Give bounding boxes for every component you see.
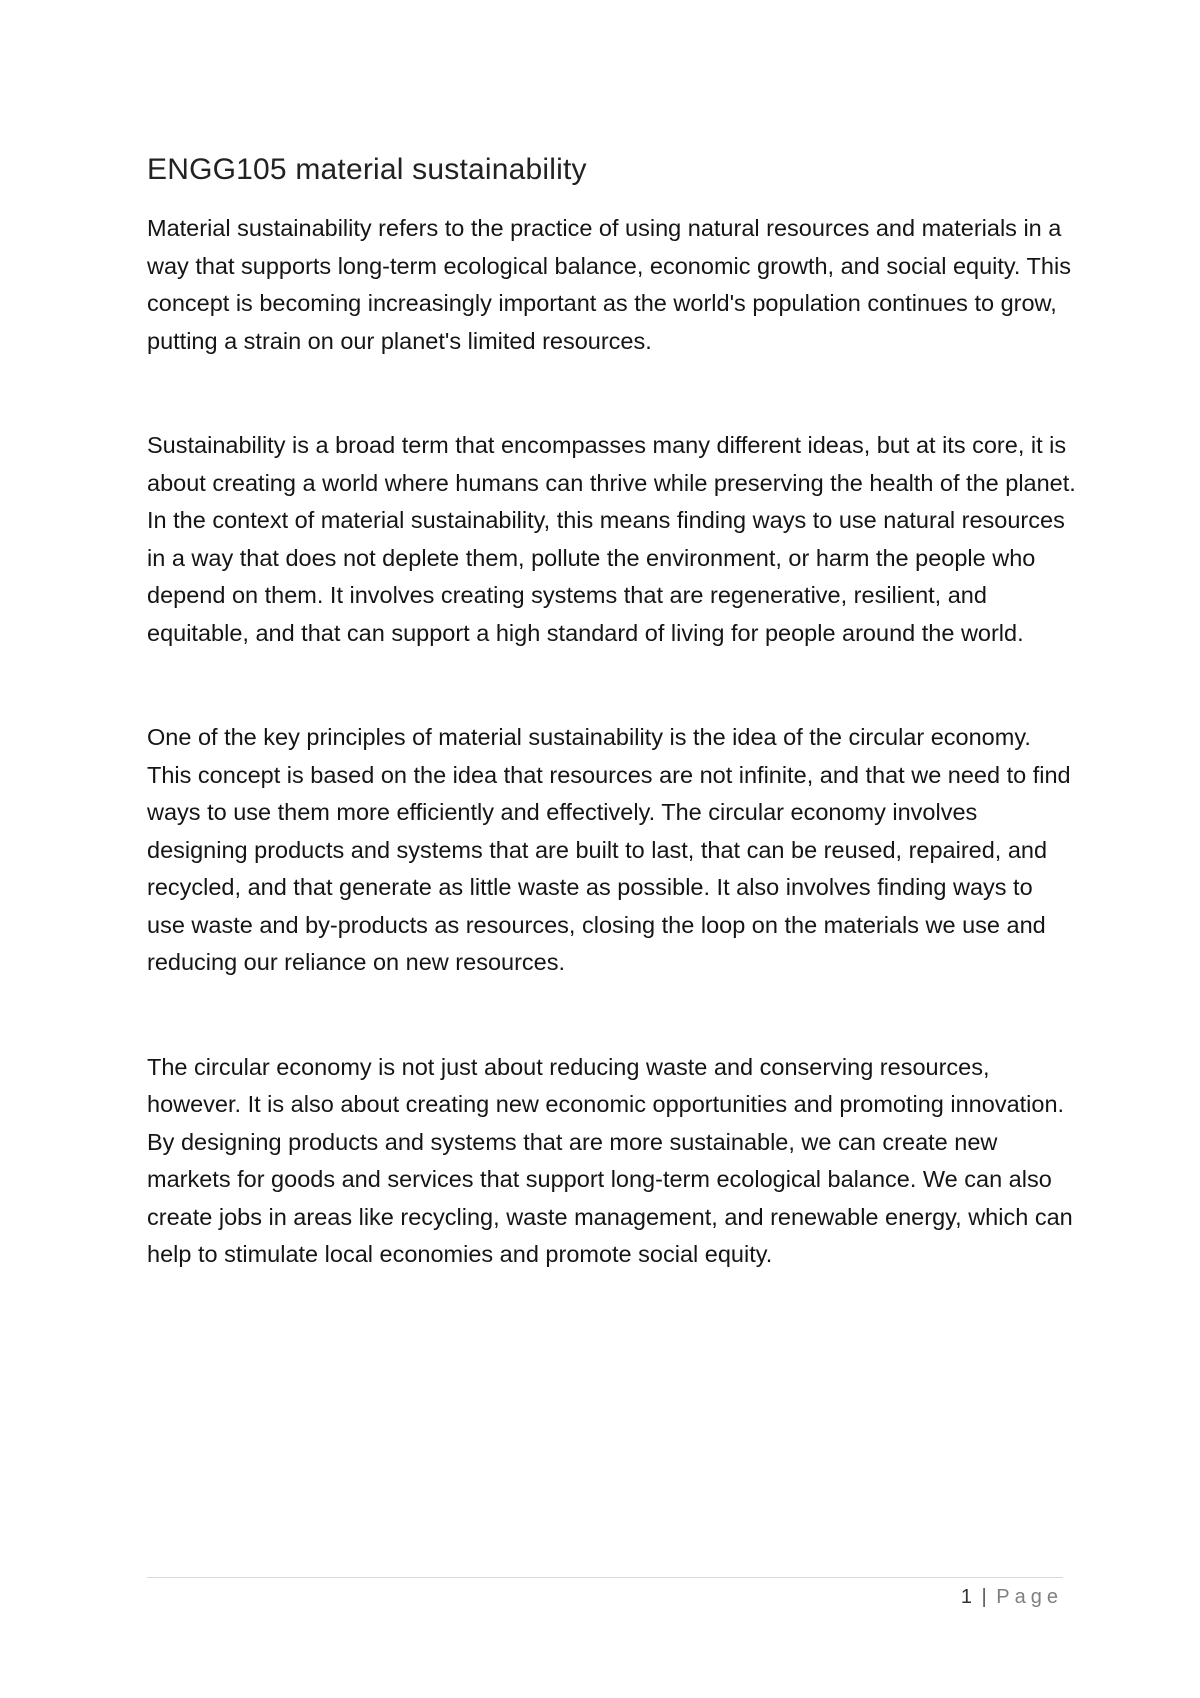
- paragraph-3: One of the key principles of material sustainability is the idea of the circular economy. This concept is based on the idea that resources are not infinite, and that we need to find ways to use them more efficiently and effectively. The circular economy involves designing products and systems that are built to last, that can be reused, repaired, and recycled, and that generate as little waste as possible. It also involves finding ways to use waste and by-products as resources, closing the loop on the materials we use and reducing our reliance on new resources.: [147, 724, 1071, 975]
- footer-separator: |: [981, 1586, 987, 1608]
- footer-divider: [147, 1577, 1063, 1578]
- paragraph-4: The circular economy is not just about reducing waste and conserving resources, however. It is also about creating new economic opportunities and promoting innovation. By designing products and systems that are more sustainable, we can create new markets for goods and services that support long-term ecological balance. We can also create jobs in areas like recycling, waste management, and renewable energy, which can help to stimulate local economies and promote social equity.: [147, 1053, 1073, 1267]
- document-title: ENGG105 material sustainability: [147, 153, 587, 186]
- document-body: [147, 150, 1077, 1341]
- page-label: Page: [996, 1586, 1063, 1608]
- page-footer: [961, 1583, 1063, 1611]
- paragraph-1: Material sustainability refers to the practice of using natural resources and materials in a way that supports long-term ecological balance, economic growth, and social equity. This concept is becoming increasingly important as the world's population continues to grow, putting a strain on our planet's limited resources.: [147, 215, 1071, 354]
- page-number: 1: [960, 1586, 972, 1608]
- paragraph-2: Sustainability is a broad term that encompasses many different ideas, but at its core, it is about creating a world where humans can thrive while preserving the health of the planet. In the context of material sustainability, this means finding ways to use natural resources in a way that does not deplete them, pollute the environment, or harm the people who depend on them. It involves creating systems that are regenerative, resilient, and equitable, and that can support a high standard of living for people around the world.: [147, 432, 1076, 646]
